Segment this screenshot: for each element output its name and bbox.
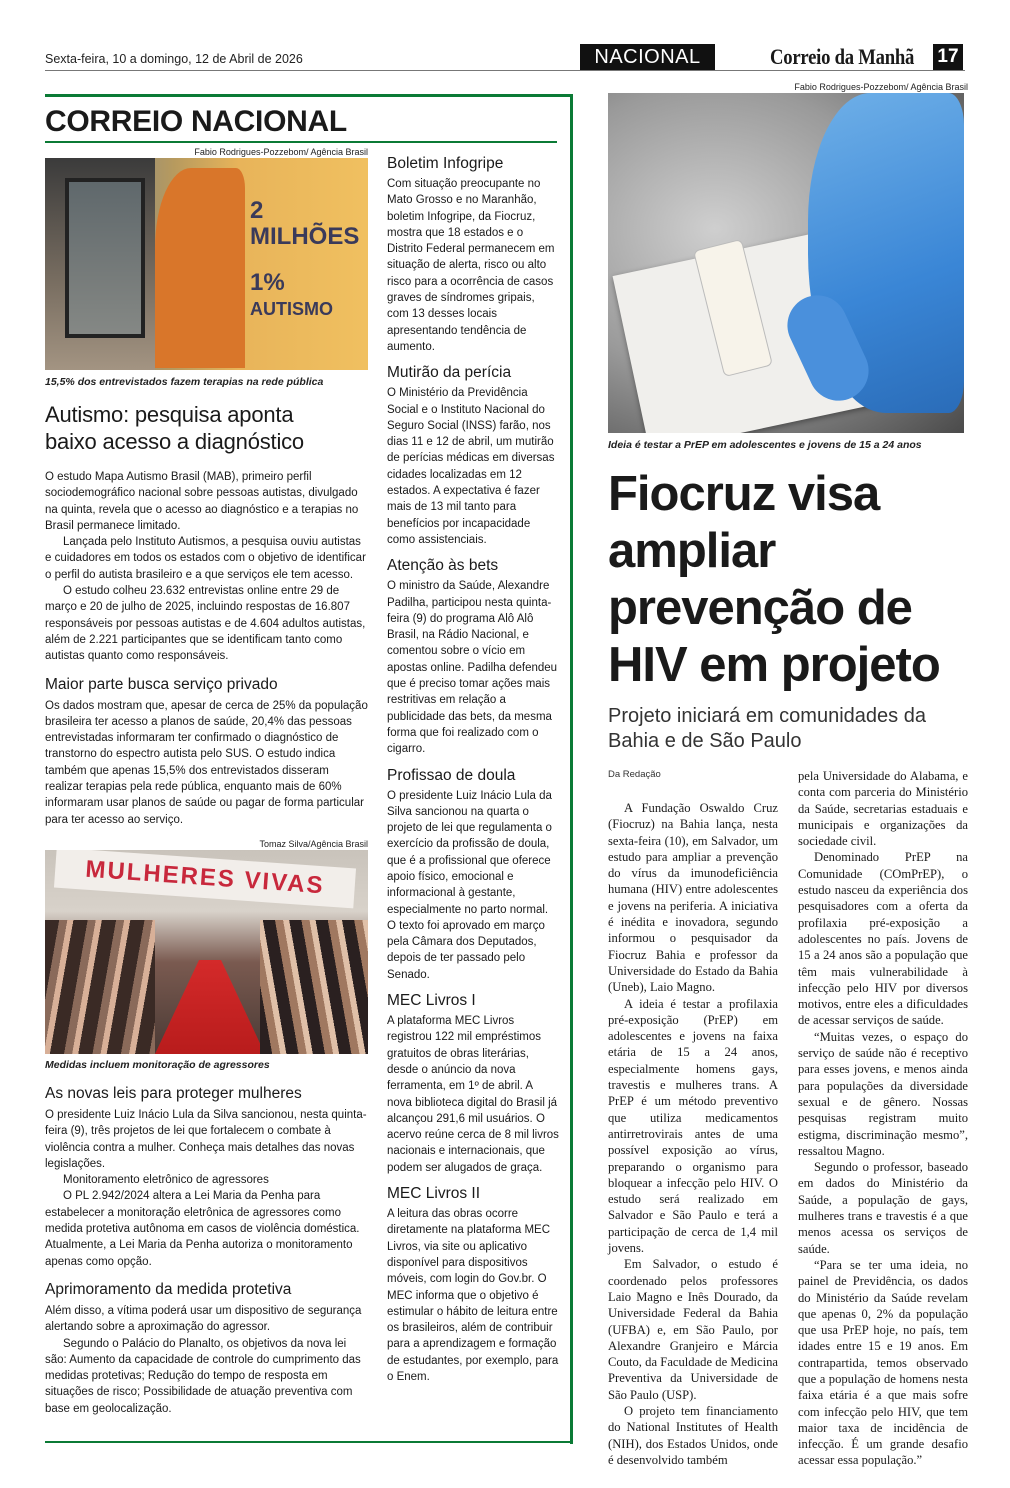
- paragraph: Denominado PrEP na Comunidade (COmPrEP), o estudo nasceu da experiência dos pesquisadores com a oferta da profilaxia pré-exposição a adolescentes no país. Jovens de 15 a 24 anos são a população que têm mais vulnerabilidade à infecção pelo HIV por diversos motivos, entre eles a dificuldades de acessar serviços de saúde.: [798, 850, 968, 1028]
- photo-caption: 15,5% dos entrevistados fazem terapias na rede pública: [45, 376, 324, 388]
- paragraph: Os dados mostram que, apesar de cerca de 25% da população brasileira ter acesso a planos de saúde, 20,4% das pessoas entrevistadas informaram ter confirmado o diagnóstico de transtorno do espectro autista pelo SUS. O estudo indica também que apenas 15,5% dos entrevistados disseram realizar terapias pela rede pública, enquanto mais de 60% informaram usar planos de saúde ou pagar de forma particular para ter acesso ao serviço.: [45, 699, 368, 826]
- section-title: CORREIO NACIONAL: [45, 105, 347, 138]
- brief-text: O ministro da Saúde, Alexandre Padilha, participou nesta quinta-feira (9) do programa Alô Alô Brasil, na Rádio Nacional, e comentou sobre o vício em apostas online. Padilha defendeu que é preciso tomar ações mais restritivas em relação a publicidade das bets, da mesma forma que foi realizado com o cigarro.: [387, 580, 558, 756]
- section-frame-right: [570, 94, 573, 1444]
- briefs-column: [387, 154, 559, 1393]
- fiocruz-article: [608, 81, 968, 1469]
- paragraph: “Para se ter uma ideia, no painel de Previdência, os dados do Ministério da Saúde revelam que apenas 0, 2% da população que usa PrEP hoje, no país, tem idades entre 15 e 19 anos. Em contrapartida, temos observado que a população de homens nesta faixa etária é a que mais sofre com infecção pelo HIV, que tem maior taxa de incidência de infecção. É um grande desafio acessar essa população.”: [798, 1257, 968, 1468]
- article-headline: Autismo: pesquisa aponta baixo acesso a diagnóstico: [45, 402, 304, 454]
- autism-exhibit-photo: [45, 158, 368, 370]
- paragraph: A ideia é testar a profilaxia pré-exposição (PrEP) em adolescentes e jovens na faixa etária de 15 a 24 anos, especialmente homens gays, travestis e mulheres trans. A PrEP é um método preventivo que utiliza medicamentos antirretrovirais antes de uma possível exposição ao vírus, preparando o organismo para bloquear a infecção pelo HIV. O estudo será realizado em Salvador e São Paulo e terá a participação de cerca de 1,4 mil jovens.: [608, 996, 778, 1256]
- photo-caption: Medidas incluem monitoração de agressores: [45, 1058, 270, 1071]
- brief-item: [387, 363, 559, 548]
- paragraph: pela Universidade do Alabama, e conta com parceria do Ministério da Saúde, secretarias estaduais e municipais e organizações da sociedade civil.: [798, 769, 968, 849]
- paragraph: O projeto tem financiamento do National Institutes of Health (NIH), dos Estados Unidos, onde é desenvolvido também: [608, 1403, 778, 1467]
- paragraph: Lançada pelo Instituto Autismos, a pesquisa ouviu autistas e cuidadores em todos os estados com o objetivo de identificar o perfil do autista brasileiro e a que serviços ele tem acesso.: [45, 536, 366, 581]
- protest-banner: MULHERES VIVAS: [54, 850, 356, 908]
- main-headline: Fiocruz visa ampliar prevenção de HIV em projeto: [608, 467, 940, 692]
- brief-title: MEC Livros II: [387, 1185, 481, 1203]
- photo-credit: Tomaz Silva/Agência Brasil: [259, 838, 368, 849]
- section-frame-bottom: [45, 1441, 573, 1443]
- paragraph: “Muitas vezes, o espaço do serviço de saúde não é receptivo para esses jovens, e menos ainda para populações da diversidade sexual e de gênero. Nossas pesquisas registram muito estigma, discriminação mesmo”, ressaltou Magno.: [798, 1029, 968, 1158]
- header-divider: [45, 70, 965, 71]
- brief-title: Boletim Infogripe: [387, 155, 504, 172]
- paragraph: Monitoramento eletrônico de agressores: [63, 1174, 269, 1187]
- exhibit-sign-text: 2 MILHÕES 1% AUTISMO: [250, 197, 360, 319]
- photo-credit: Fabio Rodrigues-Pozzebom/ Agência Brasil: [194, 147, 368, 157]
- paragraph: Em Salvador, o estudo é coordenado pelos professores Laio Magno e Inês Dourado, da Universidade Federal da Bahia (UFBA) e, em São Paulo, por Alexandre Granjeiro e Márcia Couto, da Faculdade de Medicina Preventiva da Universidade de São Paulo (USP).: [608, 1257, 778, 1402]
- paragraph: O estudo Mapa Autismo Brasil (MAB), primeiro perfil sociodemográfico nacional sobre pessoas autistas, divulgado na quinta, revela que o acesso ao diagnóstico e a terapias no Brasil permanece limitado.: [45, 471, 359, 532]
- photo-caption: Ideia é testar a PrEP em adolescentes e jovens de 15 a 24 anos: [608, 439, 922, 451]
- brief-text: O presidente Luiz Inácio Lula da Silva sancionou na quarta o projeto de lei que regulamenta o exercício da profissão de doula, que é a profissional que oferece apoio físico, emocional e informacional à gestante, especialmente no parto normal. O texto foi aprovado em março pela Câmara dos Deputados, depois de ter passado pelo Senado.: [387, 789, 552, 981]
- women-protest-photo: [45, 850, 368, 1054]
- mulheres-article: [45, 1084, 368, 1417]
- autismo-article: [45, 401, 368, 828]
- hiv-test-photo: [608, 93, 964, 433]
- article-body: [608, 768, 968, 1469]
- brief-title: Profissao de doula: [387, 766, 516, 784]
- photo-credit: Fabio Rodrigues-Pozzebom/ Agência Brasil: [794, 82, 968, 92]
- paragraph: O presidente Luiz Inácio Lula da Silva sancionou, nesta quinta-feira (9), três projetos de lei que fortalecem o combate à violência contra a mulher. Conheça mais detalhes das novas legislações.: [45, 1108, 367, 1170]
- paragraph: A Fundação Oswaldo Cruz (Fiocruz) na Bahia lança, nesta sexta-feira (10), em Salvador, um estudo para ampliar a prevenção do vírus da imunodeficiência humana (HIV) entre adolescentes e jovens na periferia. A iniciativa é inédita e inovadora, segundo informou o pesquisador da Fiocruz Bahia e professor da Universidade do Estado da Bahia (Uneb), Laio Magno.: [608, 801, 778, 995]
- subsection-title: As novas leis para proteger mulheres: [45, 1084, 302, 1102]
- paragraph: Segundo o Palácio do Planalto, os objetivos da nova lei são: Aumento da capacidade de controle do cumprimento das medidas protetivas; Redução do tempo de resposta em situações de risco; Possibilidade de atuação preventiva com base em geolocalização.: [45, 1337, 361, 1415]
- brief-title: Mutirão da perícia: [387, 364, 512, 382]
- title-divider: [45, 141, 557, 143]
- byline: Da Redação: [608, 769, 661, 780]
- page-number: 17: [933, 44, 963, 70]
- issue-date: Sexta-feira, 10 a domingo, 12 de Abril de 2026: [45, 52, 303, 66]
- brief-text: O Ministério da Previdência Social e o Instituto Nacional do Seguro Social (INSS) farão, nos dias 11 e 12 de abril, um mutirão de perícias médicas em diversas cidades localizadas em 12 estados. A expectativa é fazer mais de 13 mil tanto para benefícios por incapacidade como assistenciais.: [387, 387, 555, 546]
- section-frame-top: [45, 94, 573, 97]
- subheadline: Projeto iniciará em comunidades da Bahia e de São Paulo: [608, 705, 926, 752]
- section-tag: NACIONAL: [580, 44, 715, 70]
- paragraph: O PL 2.942/2024 altera a Lei Maria da Penha para estabelecer a monitoração eletrônica de agressores como medida protetiva autônoma em casos de violência doméstica. Atualmente, a Lei Maria da Penha autoriza o monitoramento apenas como opção.: [45, 1190, 360, 1268]
- article-column-2: [798, 768, 968, 1469]
- subsection-title: Maior parte busca serviço privado: [45, 675, 278, 693]
- brief-item: [387, 991, 559, 1176]
- paragraph: Além disso, a vítima poderá usar um dispositivo de segurança alertando sobre a aproximação do agressor.: [45, 1304, 362, 1334]
- brief-text: A plataforma MEC Livros registrou 122 mil empréstimos gratuitos de obras literárias, desde o anúncio da nova ferramenta, em 1º de abril. A nova biblioteca digital do Brasil já alcançou 291,6 mil usuários. O acervo reúne cerca de 8 mil livros nacionais e internacionais, que podem ser alugados de graça.: [387, 1015, 559, 1174]
- left-column: [45, 146, 368, 1417]
- brief-item: [387, 154, 559, 355]
- paper-name-logo: Correio da Manhã: [770, 44, 915, 69]
- article-column-1: [608, 768, 778, 1469]
- paragraph: Segundo o professor, baseado em dados do Ministério da Saúde, a população de gays, mulheres trans e travestis é a que menos acessa os serviços de saúde.: [798, 1160, 968, 1256]
- paragraph: O estudo colheu 23.632 entrevistas online entre 29 de março e 20 de julho de 2025, incluindo respostas de 16.807 responsáveis por pessoas autistas e de 4.604 adultos autistas, além de 2.221 participantes que se identificam tanto como autistas quanto como responsáveis.: [45, 585, 366, 663]
- brief-item: [387, 1184, 559, 1385]
- brief-text: Com situação preocupante no Mato Grosso e no Maranhão, boletim Infogripe, da Fiocruz, mostra que 18 estados e o Distrito Federal permanecem em situação de alerta, risco ou alto risco para a ocorrência de casos graves de síndromes gripais, com 13 desses locais apresentando tendência de aumento.: [387, 178, 555, 353]
- brief-text: A leitura das obras ocorre diretamente na plataforma MEC Livros, via site ou aplicativo disponível para dispositivos móveis, com login do Gov.br. O MEC informa que o objetivo é estimular o hábito de leitura entre os brasileiros, além de contribuir para a aprendizagem e formação de estudantes, por exemplo, para o Enem.: [387, 1208, 559, 1383]
- subsection-title: Aprimoramento da medida protetiva: [45, 1280, 292, 1298]
- brief-title: MEC Livros I: [387, 992, 476, 1010]
- brief-item: [387, 766, 559, 984]
- brief-item: [387, 556, 559, 757]
- brief-title: Atenção às bets: [387, 557, 499, 575]
